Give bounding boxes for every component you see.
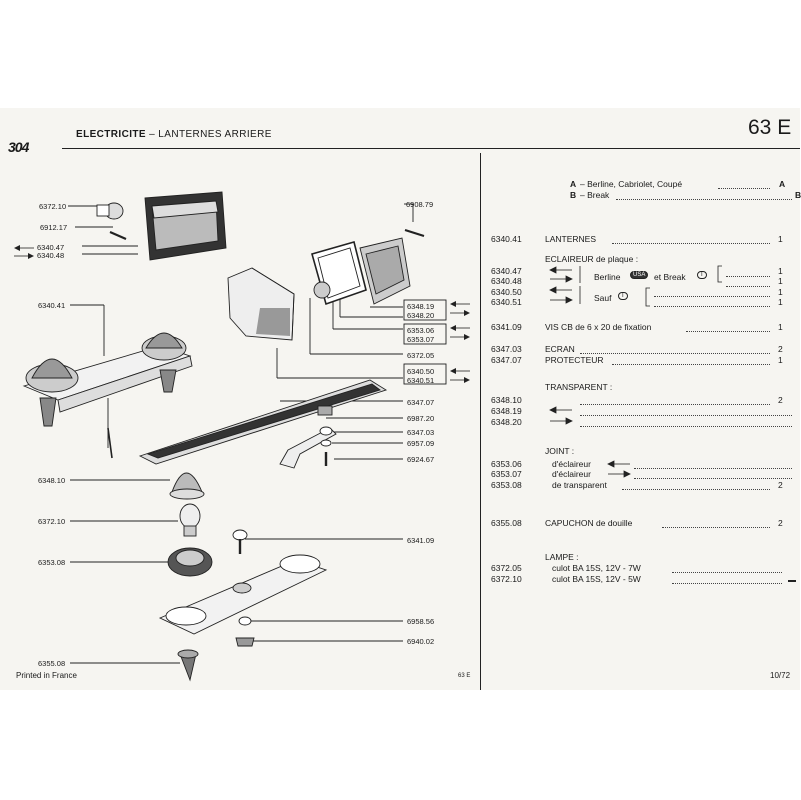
list-leader: [654, 289, 770, 297]
list-pn: 6341.09: [491, 322, 522, 332]
list-desc: LANTERNES: [545, 234, 597, 244]
list-leader: [672, 576, 782, 584]
label-6372-10-lower: 6372.10: [38, 517, 66, 526]
label-6340-51: 6340.51: [407, 376, 435, 385]
legend-b-key: B: [570, 190, 577, 200]
et-break-label: et Break: [654, 272, 686, 282]
list-desc: d'éclaireur: [552, 469, 591, 479]
list-pn: 6372.10: [491, 574, 522, 584]
legend-b-text: – Break: [580, 190, 610, 200]
list-pn: 6340.51: [491, 297, 522, 307]
list-pn: 6348.19: [491, 406, 522, 416]
list-leader: [654, 299, 770, 307]
label-6958-56: 6958.56: [407, 617, 435, 626]
label-6348-20: 6348.20: [407, 311, 435, 320]
list-pn: 6353.07: [491, 469, 522, 479]
list-leader: [580, 397, 770, 405]
catalog-page: [0, 108, 800, 690]
list-leader: [580, 419, 792, 427]
legend-a-key: A: [570, 179, 577, 189]
list-pn: 6372.05: [491, 563, 522, 573]
title-main: ELECTRICITE: [76, 129, 146, 140]
list-desc: culot BA 15S, 12V - 7W: [552, 563, 641, 573]
column-divider: [480, 153, 481, 690]
legend-a-leader: [718, 181, 770, 189]
list-pn: 6348.10: [491, 395, 522, 405]
list-leader: [634, 461, 792, 469]
label-6372-05: 6372.05: [407, 351, 435, 360]
list-desc: PROTECTEUR: [545, 355, 604, 365]
list-pn: 6353.08: [491, 480, 522, 490]
usa-badge: USA: [630, 271, 648, 279]
label-6987-20: 6987.20: [407, 414, 435, 423]
list-desc: culot BA 15S, 12V - 5W: [552, 574, 641, 584]
list-desc: de transparent: [552, 480, 607, 490]
legend-b-leader: [616, 192, 792, 200]
label-6355-08: 6355.08: [38, 659, 66, 668]
list-pn: 6340.50: [491, 287, 522, 297]
label-6912-17: 6912.17: [40, 223, 68, 232]
label-6347-03: 6347.03: [407, 428, 435, 437]
list-leader: [726, 269, 770, 277]
list-leader: [634, 471, 792, 479]
list-qty: 1: [778, 266, 783, 276]
title-sub: LANTERNES ARRIERE: [158, 129, 272, 140]
qty-dash: [788, 580, 796, 582]
list-pn: 6340.48: [491, 276, 522, 286]
list-qty: 1: [778, 234, 783, 244]
list-section-head: JOINT :: [545, 446, 575, 456]
legend-a-value: A: [779, 179, 786, 189]
label-6347-07: 6347.07: [407, 398, 435, 407]
list-section-head: LAMPE :: [545, 552, 579, 562]
list-leader: [622, 482, 770, 490]
list-qty: 1: [778, 355, 783, 365]
label-6341-09: 6341.09: [407, 536, 435, 545]
list-section-head: TRANSPARENT :: [545, 382, 613, 392]
label-6340-41: 6340.41: [38, 301, 66, 310]
label-6353-06: 6353.06: [407, 326, 435, 335]
list-desc: CAPUCHON de douille: [545, 518, 633, 528]
list-pn: 6347.03: [491, 344, 522, 354]
label-6353-07: 6353.07: [407, 335, 435, 344]
list-qty: 1: [778, 276, 783, 286]
label-6340-48: 6340.48: [37, 251, 65, 260]
label-6908-79: 6908.79: [406, 200, 434, 209]
footer-date: 10/72: [770, 671, 791, 680]
i-badge: I: [697, 271, 707, 279]
list-leader: [612, 236, 770, 244]
list-qty: 1: [778, 322, 783, 332]
list-qty: 2: [778, 395, 783, 405]
list-pn: 6340.47: [491, 266, 522, 276]
list-desc: d'éclaireur: [552, 459, 591, 469]
list-qty: 1: [778, 287, 783, 297]
list-qty: 1: [778, 297, 783, 307]
i-badge-sauf: I: [618, 292, 628, 300]
list-pn: 6340.41: [491, 234, 522, 244]
list-pn: 6353.06: [491, 459, 522, 469]
list-leader: [612, 357, 770, 365]
list-leader: [662, 520, 770, 528]
label-6348-10: 6348.10: [38, 476, 66, 485]
list-pn: 6347.07: [491, 355, 522, 365]
list-section-head: ECLAIREUR de plaque :: [545, 254, 639, 264]
label-6353-08: 6353.08: [38, 558, 66, 567]
label-6340-47: 6340.47: [37, 243, 65, 252]
list-leader: [686, 324, 770, 332]
label-6372-10: 6372.10: [39, 202, 67, 211]
footer-code: 63 E: [458, 673, 471, 679]
model-number: 304: [8, 139, 29, 155]
list-leader: [726, 279, 770, 287]
list-leader: [580, 346, 770, 354]
printed-in-france: Printed in France: [16, 671, 77, 680]
berline-label: Berline: [594, 272, 621, 282]
list-leader: [672, 565, 782, 573]
list-desc: VIS CB de 6 x 20 de fixation: [545, 322, 652, 332]
list-qty: 2: [778, 480, 783, 490]
list-leader: [580, 408, 792, 416]
list-pn: 6348.20: [491, 417, 522, 427]
page-code: 63 E: [748, 116, 792, 139]
title-sep: –: [145, 129, 159, 140]
list-desc: ECRAN: [545, 344, 575, 354]
list-qty: 2: [778, 518, 783, 528]
label-6348-19: 6348.19: [407, 302, 435, 311]
label-6957-09: 6957.09: [407, 439, 435, 448]
label-6940-02: 6940.02: [407, 637, 435, 646]
label-6340-50: 6340.50: [407, 367, 435, 376]
list-qty: 2: [778, 344, 783, 354]
list-pn: 6355.08: [491, 518, 522, 528]
sauf-label: Sauf: [594, 293, 612, 303]
label-6924-67: 6924.67: [407, 455, 435, 464]
legend-b-value: B: [795, 190, 801, 200]
legend-a-text: – Berline, Cabriolet, Coupé: [580, 179, 683, 189]
